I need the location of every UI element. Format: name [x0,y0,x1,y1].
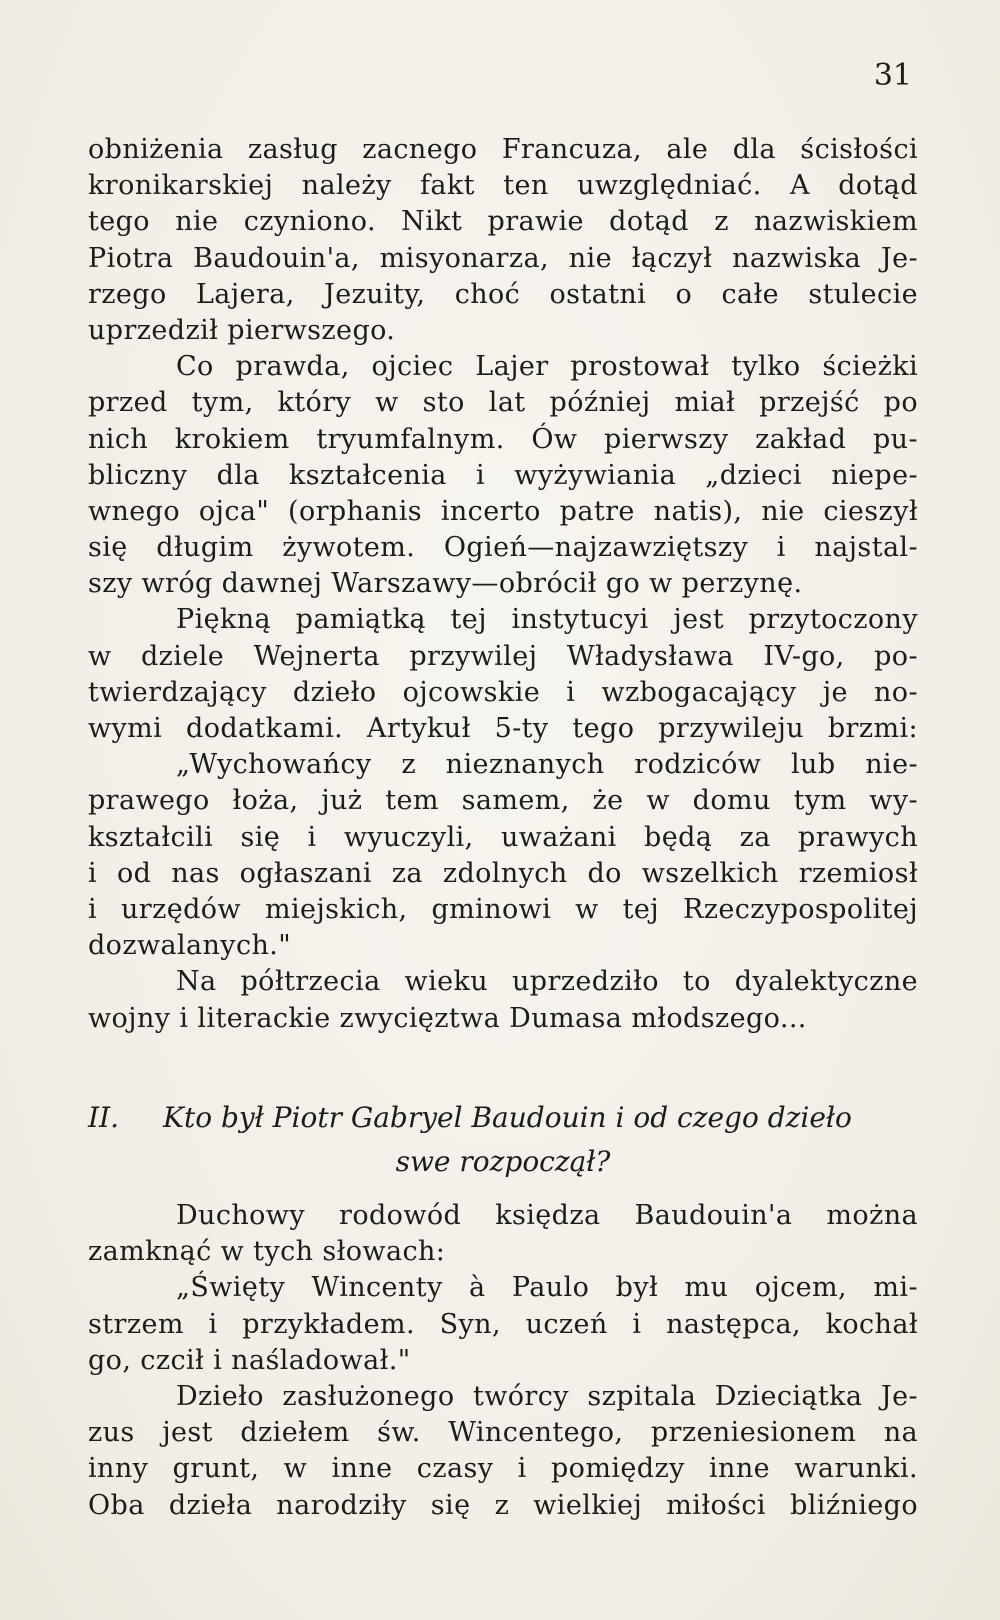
text-line: dozwalanych." [88,930,292,962]
section-heading [88,1098,918,1138]
section-heading-continued [88,1142,918,1182]
text-line: twierdzający dzieło ojcowskie i wzbogacający je no- [88,676,918,708]
text-line: bliczny dla kształcenia i wyżywiania „dzieci niepe- [88,459,918,491]
text-line: i urzędów miejskich, gminowi w tej Rzeczypospolitej [88,893,918,925]
section-number: II. [88,1101,120,1134]
text-line: kształcili się i wyuczyli, uważani będą za prawych [88,821,918,853]
text-line: uprzedził pierwszego. [88,314,396,346]
text-line: obniżenia zasług zacnego Francuza, ale dla ścisłości [88,134,918,165]
text-line: Piotra Baudouin'a, misyonarza, nie łączył nazwiska Je- [88,242,918,274]
text-line: „Wychowańcy z nieznanych rodziców lub nie- [176,749,918,781]
text-line: się długim żywotem. Ogień—najzawziętszy i najstal- [88,532,918,564]
text-line: „Święty Wincenty à Paulo był mu ojcem, mi- [176,1272,918,1304]
text-line: wnego ojca" (orphanis incerto patre natis), nie cieszył [88,495,918,527]
text-line: tego nie czyniono. Nikt prawie dotąd z nazwiskiem [88,206,918,238]
section-title-line-1: Kto był Piotr Gabryel Baudouin i od czego dzieło [163,1101,852,1134]
text-block-1 [88,132,918,1037]
text-line: zamknąć w tych słowach: [88,1236,446,1268]
text-line: kronikarskiej należy fakt ten uwzględniać. A dotąd [88,170,918,202]
text-line: Piękną pamiątką tej instytucyi jest przytoczony [176,604,918,636]
text-line: wojny i literackie zwycięztwa Dumasa młodszego... [88,1002,807,1034]
text-block-2 [88,1198,918,1524]
text-line: szy wróg dawnej Warszawy—obrócił go w perzynę. [88,568,803,600]
text-line: inny grunt, w inne czasy i pomiędzy inne warunki. [88,1453,918,1485]
text-line: Dzieło zasłużonego twórcy szpitala Dzieciątka Je- [176,1380,918,1412]
text-line: prawego łoża, już tem samem, że w domu tym wy- [88,785,918,817]
text-line: i od nas ogłaszani za zdolnych do wszelkich rzemiosł [88,857,918,889]
text-line: Co prawda, ojciec Lajer prostował tylko ścieżki [176,351,918,383]
text-line: Duchowy rodowód księdza Baudouin'a można [176,1200,918,1231]
section-title-line-2: swe rozpoczął? [395,1145,611,1178]
text-line: strzem i przykładem. Syn, uczeń i następca, kochał [88,1308,918,1340]
text-line: go, czcił i naśladował." [88,1344,411,1376]
text-line: nich krokiem tryumfalnym. Ów pierwszy zakład pu- [88,423,918,455]
text-line: wymi dodatkami. Artykuł 5-ty tego przywileju brzmi: [88,713,918,744]
text-line: Oba dzieła narodziły się z wielkiej miłości bliźniego [88,1489,918,1521]
text-line: przed tym, który w sto lat później miał przejść po [88,387,918,419]
text-line: Na półtrzecia wieku uprzedziło to dyalektyczne [176,966,918,998]
text-line: w dziele Wejnerta przywilej Władysława IV-go, po- [88,640,918,672]
text-line: zus jest dziełem św. Wincentego, przeniesionem na [88,1417,918,1449]
page-number: 31 [873,58,912,93]
text-line: rzego Lajera, Jezuity, choć ostatni o całe stulecie [88,278,918,310]
